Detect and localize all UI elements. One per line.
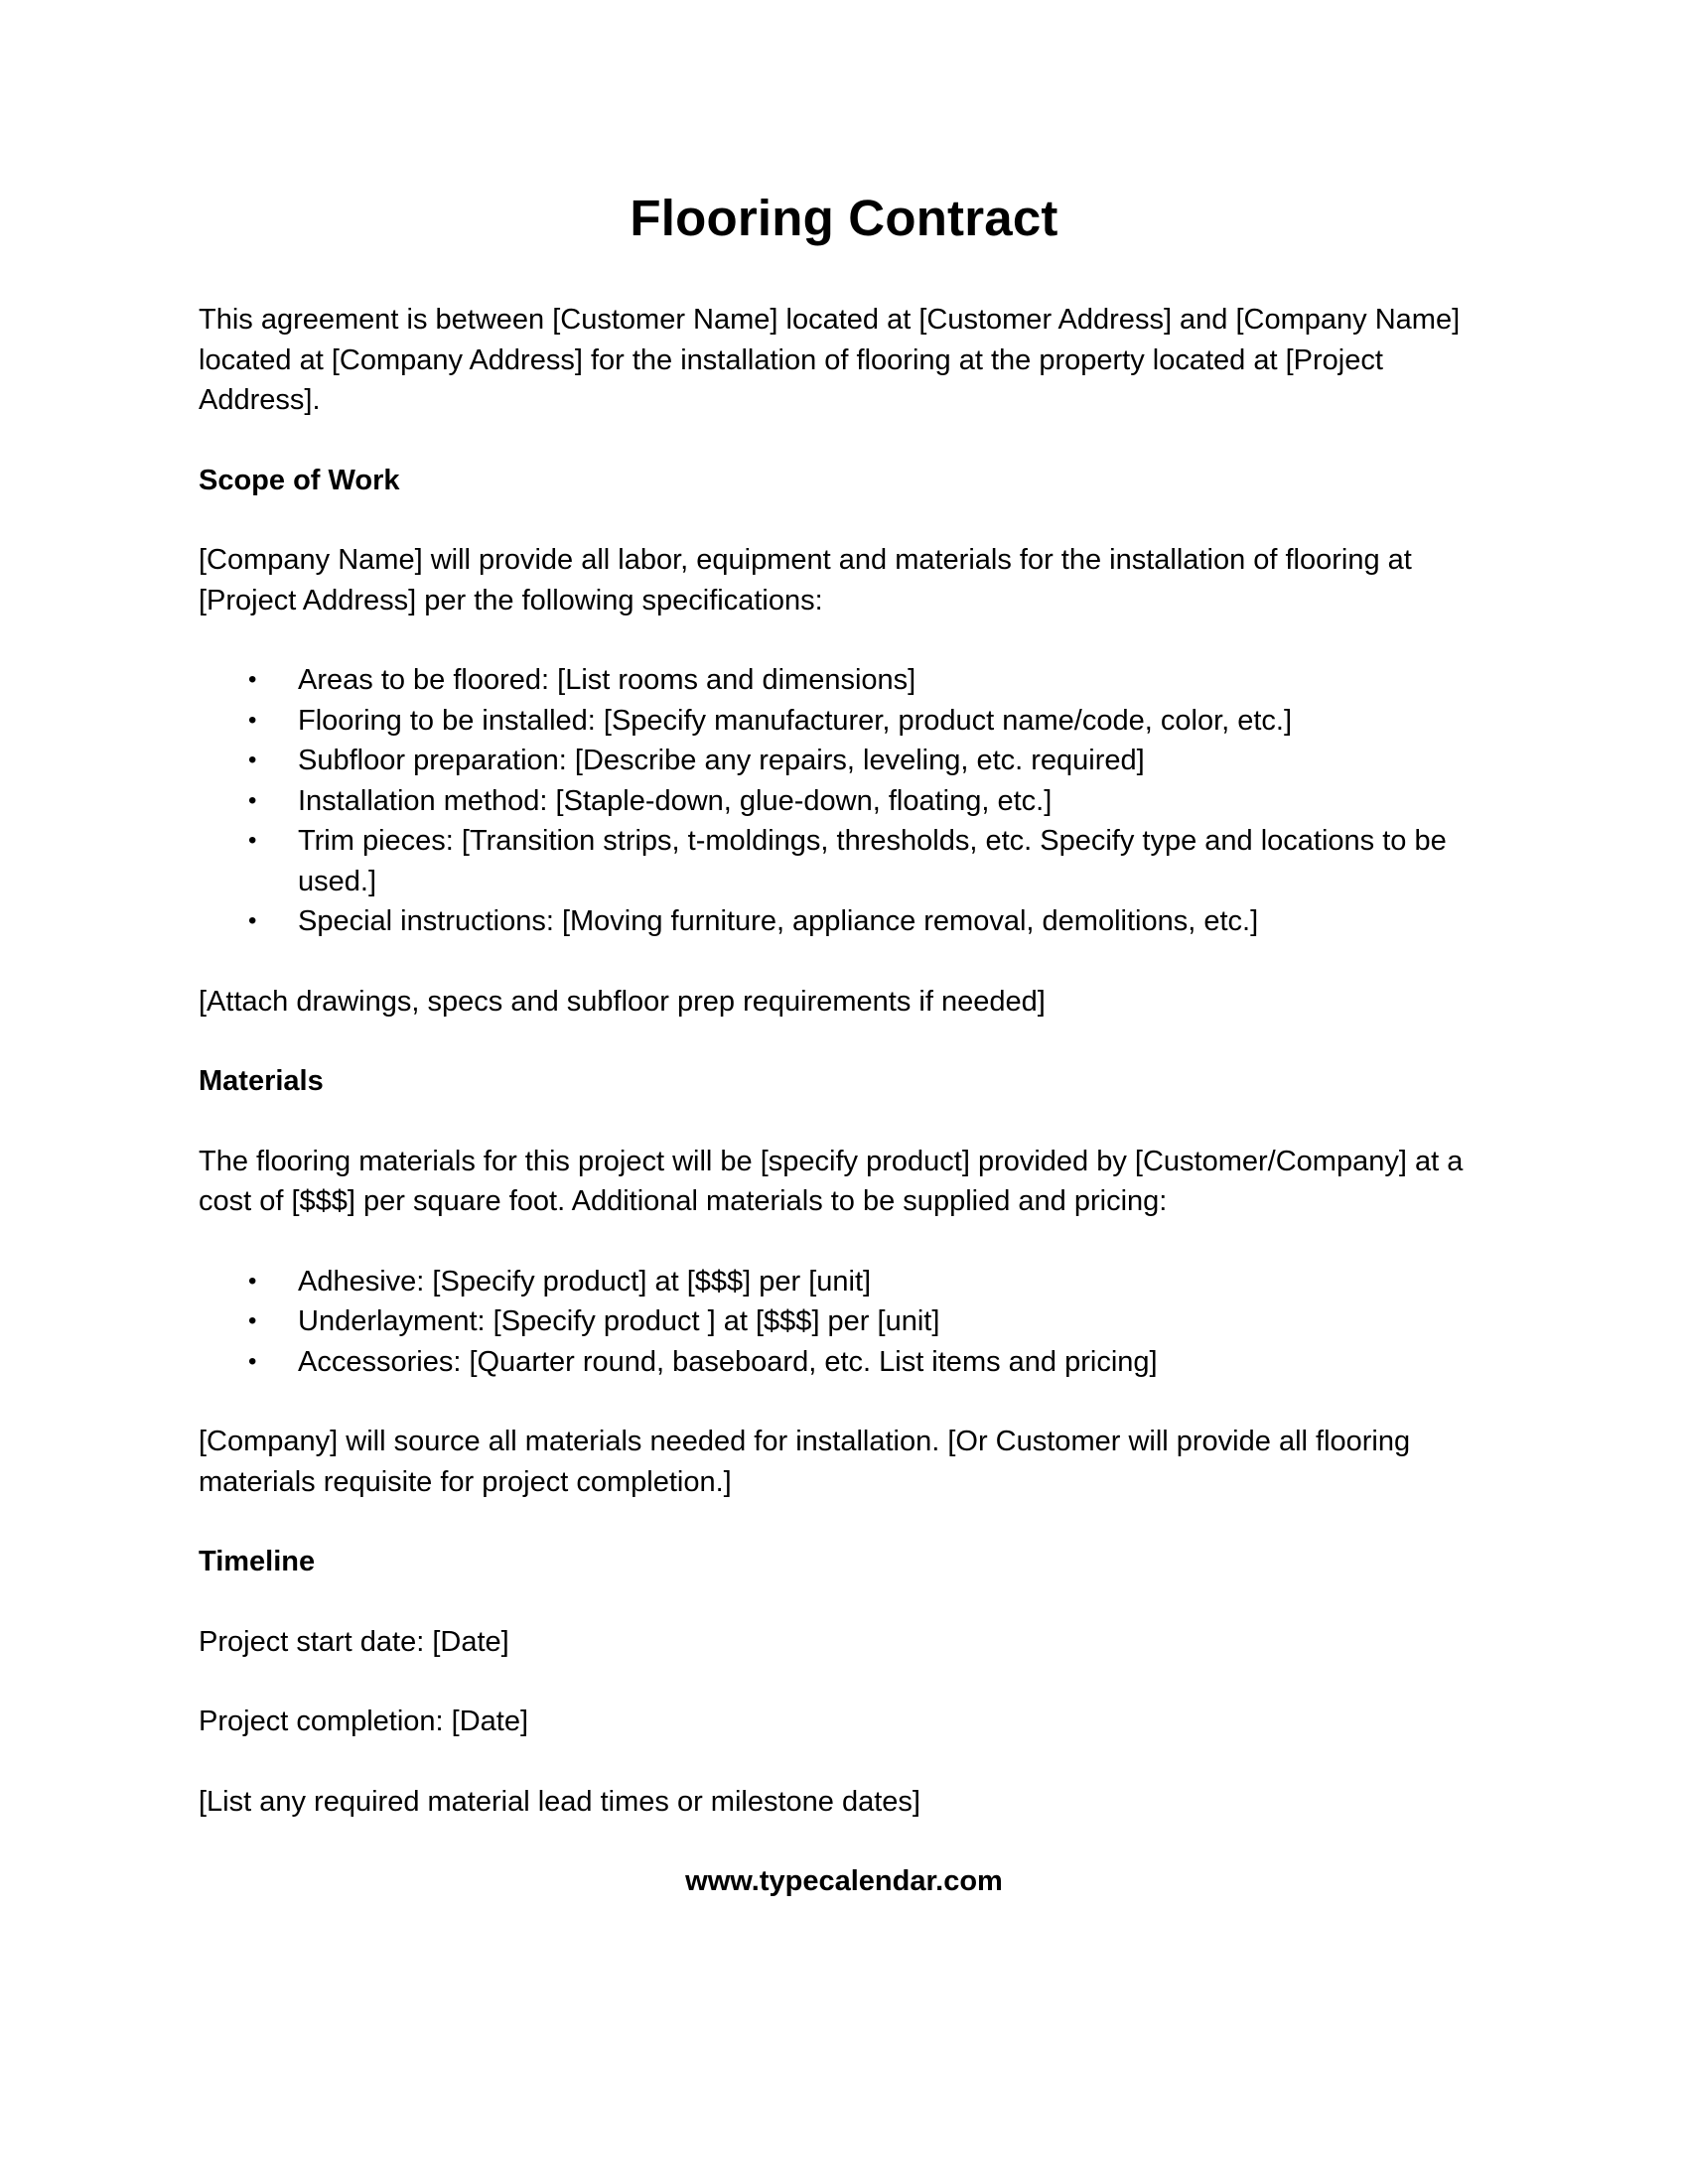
bullet-icon: •	[248, 1347, 257, 1375]
materials-source-note: [Company] will source all materials needed for installation. [Or Customer will provide all flooring materials requisite for project completion.]	[199, 1426, 1411, 1498]
scope-heading: Scope of Work	[199, 464, 400, 496]
timeline-start: Project start date: [Date]	[199, 1625, 509, 1658]
list-item: • Accessories: [Quarter round, baseboard, etc. List items and pricing]	[199, 1342, 1489, 1383]
bullet-icon: •	[248, 907, 257, 934]
document-body	[199, 189, 1489, 1902]
list-item: • Flooring to be installed: [Specify manufacturer, product name/code, color, etc.]	[199, 701, 1489, 742]
bullet-icon: •	[248, 747, 257, 773]
list-item: • Underlayment: [Specify product ] at [$$$] per [unit]	[199, 1301, 1489, 1342]
timeline-completion: Project completion: [Date]	[199, 1706, 529, 1737]
list-item: • Subfloor preparation: [Describe any repairs, leveling, etc. required]	[199, 741, 1489, 781]
bullet-icon: •	[248, 786, 257, 814]
bullet-icon: •	[248, 1267, 257, 1295]
scope-paragraph: [Company Name] will provide all labor, equipment and materials for the installation of flooring at [Project Address] per the following specifications:	[199, 544, 1412, 616]
document-title: Flooring Contract	[630, 190, 1058, 246]
list-item: • Adhesive: [Specify product] at [$$$] per [unit]	[199, 1262, 1489, 1302]
timeline-heading: Timeline	[199, 1546, 316, 1577]
attach-note: [Attach drawings, specs and subfloor prep requirements if needed]	[199, 985, 1046, 1018]
materials-heading: Materials	[199, 1065, 324, 1097]
materials-list	[199, 1262, 1489, 1383]
list-item: • Areas to be floored: [List rooms and dimensions]	[199, 660, 1489, 701]
materials-paragraph: The flooring materials for this project will be [specify product] provided by [Customer/Company] at a cost of [$$$] per square foot. Additional materials to be supplied and pricing:	[199, 1145, 1464, 1217]
intro-paragraph: This agreement is between [Customer Name] located at [Customer Address] and [Company Name] located at [Company Address] for the installation of flooring at the property located at [Project Address].	[199, 304, 1461, 416]
bullet-icon: •	[248, 827, 257, 854]
timeline-note: [List any required material lead times or milestone dates]	[199, 1785, 920, 1818]
footer-website: www.typecalendar.com	[685, 1865, 1003, 1897]
bullet-icon: •	[248, 706, 257, 734]
bullet-icon: •	[248, 1307, 257, 1334]
bullet-icon: •	[248, 666, 257, 693]
list-item: • Special instructions: [Moving furniture, appliance removal, demolitions, etc.]	[199, 901, 1489, 942]
scope-list	[199, 660, 1489, 942]
list-item: • Trim pieces: [Transition strips, t-moldings, thresholds, etc. Specify type and locations to be used.]	[199, 821, 1489, 901]
list-item: • Installation method: [Staple-down, glue-down, floating, etc.]	[199, 781, 1489, 822]
